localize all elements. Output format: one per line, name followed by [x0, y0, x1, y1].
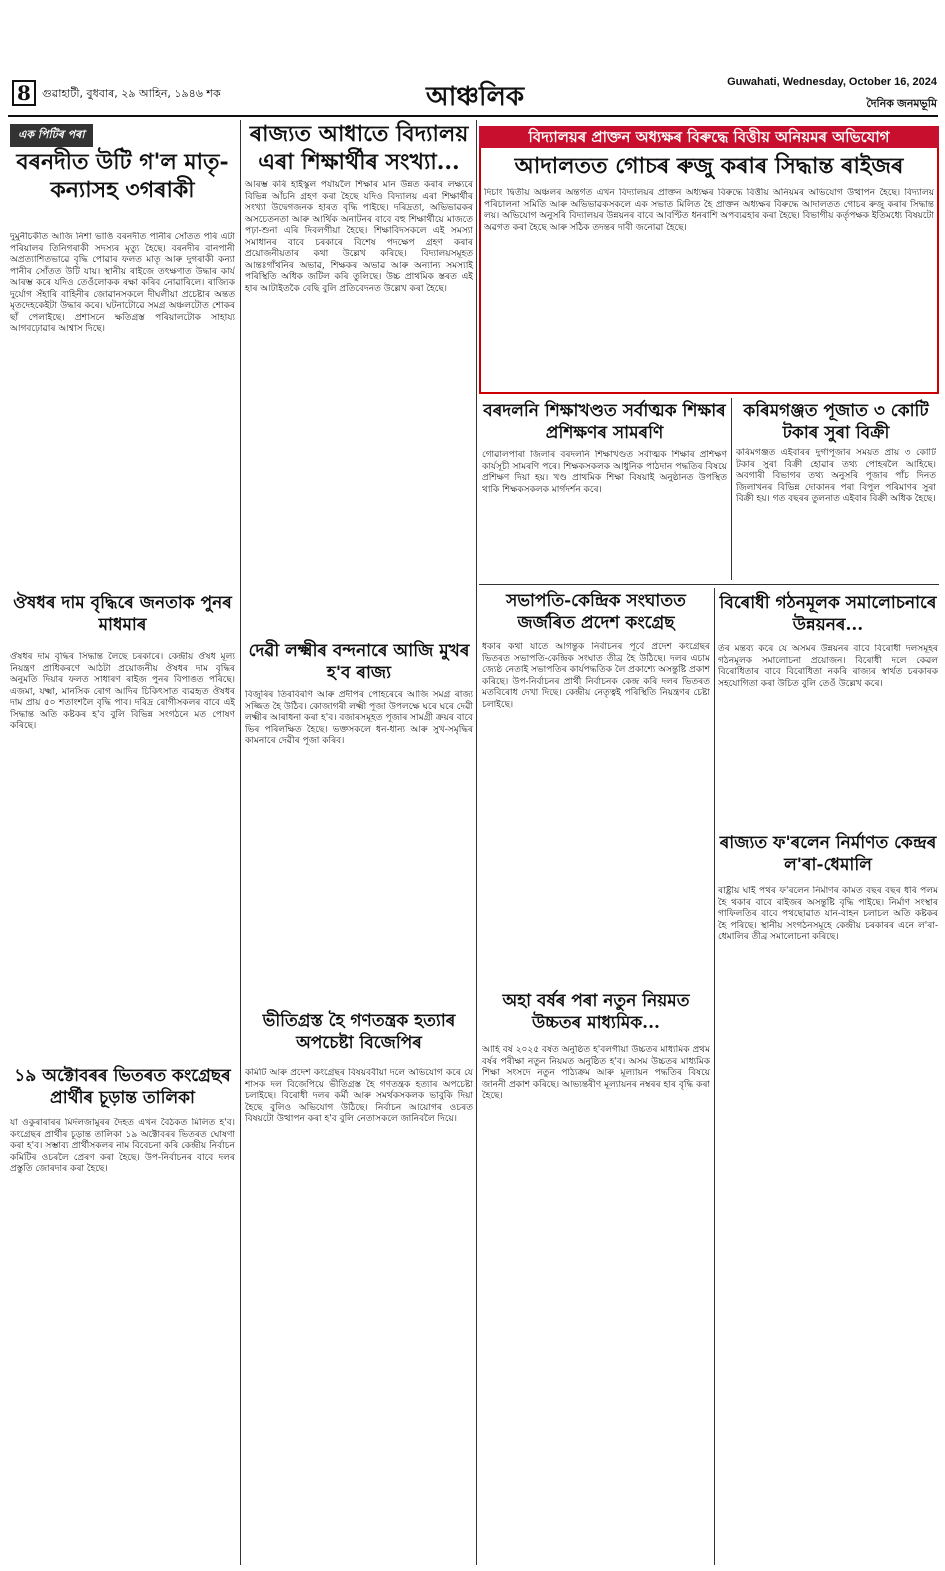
header-rule	[8, 115, 938, 117]
article-dropout: আৰম্ভ কৰি হাইস্কুল পৰ্যায়লৈ শিক্ষাৰ মান উন্নত কৰাৰ লক্ষ্যৰে বিভিন্ন আঁচনি গ্ৰহণ কৰা হৈছে যদিও বিদ্যালয় এৰা শিক্ষাৰ্থীৰ সংখ্যা উদ্বেগজনক হাৰত বৃদ্ধি পাইছে। দৰিদ্ৰতা, অভিভাৱকৰ অসচেতনতা আৰু আৰ্থিক অনাটনৰ বাবে বহু শিক্ষাৰ্থীয়ে মাজতে পঢ়া-শুনা এৰি দিবলগীয়া হৈছে। শিক্ষাবিদসকলে এই সমস্যা সমাধানৰ বাবে চৰকাৰে বিশেষ পদক্ষেপ গ্ৰহণ কৰাৰ প্ৰয়োজনীয়তাৰ কথা উল্লেখ কৰিছে। বিদ্যালয়সমূহত আন্তঃগাঁথনিৰ অভাৱ, শিক্ষকৰ অভাৱ আৰু অন্যান্য সমস্যাই পৰিস্থিতি অধিক জটিল কৰি তুলিছে। উচ্চ প্ৰাথমিক স্তৰত এই হাৰ আটাইতকৈ বেছি বুলি প্ৰতিবেদনত উল্লেখ কৰা হৈছে।	[245, 180, 473, 294]
article-fourlane: ৰাষ্ট্ৰীয় ঘাই পথৰ ফ'ৰলেন নিৰ্মাণৰ কামত বছৰ বছৰ ধৰি পলম হৈ থকাৰ বাবে ৰাইজৰ অসন্তুষ্টি বৃদ্ধি পাইছে। নিৰ্মাণ সংস্থাৰ গাফিলতিৰ বাবে পথছোৱাত যান-বাহন চলাচল অতি কষ্টকৰ হৈ পৰিছে। স্থানীয় সংগঠনসমূহে কেন্দ্ৰীয় চৰকাৰৰ এনে ল'ৰা-ধেমালিৰ তীব্ৰ সমালোচনা কৰিছে।	[718, 886, 938, 942]
article-bjp: কমিটি আৰু প্ৰদেশ কংগ্ৰেছৰ বিষয়ববীয়া দলে অভিযোগ কৰে যে শাসক দল বিজেপিয়ে ভীতিগ্ৰস্ত হৈ গণতন্ত্ৰক হত্যাৰ অপচেষ্টা চলাইছে। বিৰোধী দলৰ কৰ্মী আৰু সমৰ্থকসকলক ভাবুকি দিয়া হৈছে বুলিও অভিযোগ উঠিছে। নিৰ্বাচন আয়োগৰ ওচৰত বিষয়টো উত্থাপন কৰা হ'ব বুলি নেতাসকলে জানিবলৈ দিয়ে।	[245, 1068, 473, 1124]
article-medicine: ঔষধৰ দাম বৃদ্ধিৰ সিদ্ধান্ত লৈছে চৰকাৰে। কেন্দ্ৰীয় ঔষধ মূল্য নিয়ন্ত্ৰণ প্ৰাধিকৰণে আঠটা প্ৰয়োজনীয় ঔষধৰ দাম বৃদ্ধিৰ অনুমতি দিয়াৰ ফলত সাধাৰণ ৰাইজ পুনৰ বিপাঙত পৰিছে। এজমা, যক্ষ্মা, মানসিক ৰোগ আদিৰ চিকিৎসাত ব্যৱহৃত ঔষধৰ দাম প্ৰায় ৫০ শতাংশলৈ বৃদ্ধি পাব। দৰিদ্ৰ ৰোগীসকলৰ বাবে এই সিদ্ধান্ত অতি কষ্টকৰ হ'ব বুলি বিভিন্ন সংগঠনে মত পোষণ কৰিছে।	[10, 652, 235, 731]
article-court: দিচাং দ্বিতীয় অঞ্চলৰ অন্তৰ্গত এখন বিদ্যালয়ৰ প্ৰাক্তন অধ্যক্ষৰ বিৰুদ্ধে বিত্তীয় অনিয়মৰ অভিযোগ উত্থাপন হৈছে। বিদ্যালয় পৰিচালনা সমিতি আৰু অভিভাৱকসকলে এক সভাত মিলিত হৈ প্ৰাক্তন অধ্যক্ষৰ বিৰুদ্ধে আদালতত গোচৰ ৰুজু কৰাৰ সিদ্ধান্ত লয়। অভিযোগ অনুসৰি বিদ্যালয়ৰ উন্নয়নৰ বাবে আবণ্টিত ধনৰাশি অপব্যৱহাৰ কৰা হৈছে। বিভাগীয় কৰ্তৃপক্ষক ইতিমধ্যে বিষয়টো অৱগত কৰা হৈছে আৰু সঠিক তদন্তৰ দাবী জনোৱা হৈছে।	[484, 188, 934, 233]
english-date: Guwahati, Wednesday, October 16, 2024	[727, 76, 937, 88]
banner-headline: বিদ্যালয়ৰ প্ৰাক্তন অধ্যক্ষৰ বিৰুদ্ধে বিত্তীয় অনিয়মৰ অভিযোগ	[479, 126, 939, 148]
headline-congress-list: ১৯ অক্টোবৰৰ ভিতৰত কংগ্ৰেছৰ প্ৰাৰ্থীৰ চূড়ান্ত তালিকা	[14, 1066, 231, 1108]
page-number: 8	[12, 80, 36, 106]
article-flood: দুমুনীচকীত আজি নিশা ভাঙি বৰনদীত পানীৰ সোঁতত পৰি এটা পৰিয়ালৰ তিনিগৰাকী সদস্যৰ মৃত্যু হৈছে। বৰনদীৰ বানপানী অপ্ৰত্যাশিতভাৱে বৃদ্ধি পোৱাৰ ফলত মাতৃ আৰু দুগৰাকী কন্যা পানীৰ সোঁতত উটি যায়। স্থানীয় ৰাইজে তৎক্ষণাত উদ্ধাৰ কাৰ্য আৰম্ভ কৰে যদিও তেওঁলোকক ৰক্ষা কৰিব নোৱাৰিলে। ৰাজ্যিক দুৰ্যোগ সঁহাৰি বাহিনীৰ জোৱানসকলে দীঘলীয়া প্ৰচেষ্টাৰ অন্তত মৃতদেহকেইটা উদ্ধাৰ কৰে। ঘটনাটোৱে সমগ্ৰ অঞ্চলটোত শোকৰ ছাঁ পেলাইছে। প্ৰশাসনে ক্ষতিগ্ৰস্ত পৰিয়ালটোক সাহায্য আগবঢ়োৱাৰ আশ্বাস দিছে।	[10, 232, 235, 334]
headline-dropout: ৰাজ্যত আধাতে বিদ্যালয় এৰা শিক্ষাৰ্থীৰ সংখ্যা...	[249, 121, 469, 175]
headline-hs-exam: অহা বৰ্ষৰ পৰা নতুন নিয়মত উচ্চতৰ মাধ্যমিক...	[502, 991, 690, 1033]
local-date: গুৱাহাটী, বুধবাৰ, ২৯ আহিন, ১৯৪৬ শক	[42, 87, 221, 100]
headline-training: বৰদলনি শিক্ষাখণ্ডত সৰ্বাত্মক শিক্ষাৰ প্ৰশিক্ষণৰ সামৰণি	[483, 401, 726, 443]
article-opposition: ৰ্তৰ মন্তব্য কৰে যে অসমৰ উন্নয়নৰ বাবে বিৰোধী দলসমূহৰ গঠনমূলক সমালোচনা প্ৰয়োজন। বিৰোধী দলে কেৱল বিৰোধিতাৰ বাবে বিৰোধিতা নকৰি ৰাজ্যৰ স্বাৰ্থত চৰকাৰক সহযোগিতা কৰা উচিত বুলি তেওঁ উল্লেখ কৰে।	[718, 644, 938, 689]
headline-court: আদালতত গোচৰ ৰুজু কৰাৰ সিদ্ধান্ত ৰাইজৰ	[514, 153, 904, 179]
headline-pcc: সভাপতি-কেন্দ্ৰিক সংঘাতত জৰ্জৰিত প্ৰদেশ কংগ্ৰেছ	[506, 591, 686, 633]
section-rule	[479, 584, 939, 585]
article-lakshmi: বিজুৰিৰ তিৰবিৰণি আৰু প্ৰদীপৰ পোহৰেৰে আজি সমগ্ৰ ৰাজ্য সজ্জিত হৈ উঠিব। কোজাগৰী লক্ষ্মী পূজা উপলক্ষে ঘৰে ঘৰে দেৱী লক্ষ্মীৰ আৰাধনা কৰা হ'ব। বজাৰসমূহত পূজাৰ সামগ্ৰী ক্ৰয়ৰ বাবে ভিৰ পৰিলক্ষিত হৈছে। ভক্তসকলে ধন-ধান্য আৰু সুখ-সমৃদ্ধিৰ কামনাৰে দেৱীৰ পূজা কৰিব।	[245, 690, 473, 746]
headline-lakshmi: দেৱী লক্ষ্মীৰ বন্দনাৰে আজি মুখৰ হ'ব ৰাজ্য	[248, 641, 470, 683]
section-logo: আঞ্চলিক	[425, 82, 525, 112]
continued-tag: এক পিটিৰ পৰা	[10, 124, 93, 147]
article-training: গোৱালপাৰা জিলাৰ বৰদলনি শিক্ষাখণ্ডত সৰ্বাত্মক শিক্ষাৰ প্ৰশিক্ষণ কাৰ্যসূচী সামৰণি পৰে। শিক্ষকসকলক আধুনিক পাঠদান পদ্ধতিৰ বিষয়ে প্ৰশিক্ষণ দিয়া হয়। খণ্ড প্ৰাথমিক শিক্ষা বিষয়াই অনুষ্ঠানত উপস্থিত থাকি শিক্ষকসকলক মাৰ্গদৰ্শন কৰে।	[482, 450, 727, 495]
headline-flood: বৰনদীত উটি গ'ল মাতৃ-কন্যাসহ ৩গৰাকী	[16, 149, 229, 203]
article-liquor: কৰিমগঞ্জত এইবাৰৰ দুৰ্গাপূজাৰ সময়ত প্ৰায় ৩ কোটি টকাৰ সুৰা বিক্ৰী হোৱাৰ তথ্য পোহৰলৈ আহিছে। অবগাৰী বিভাগৰ তথ্য অনুসৰি পূজাৰ পাঁচ দিনত জিলাখনৰ বিভিন্ন দোকানৰ পৰা বিপুল পৰিমাণৰ সুৰা বিক্ৰী হয়। গত বছৰৰ তুলনাত এইবাৰ বিক্ৰী অধিক হৈছে।	[736, 448, 936, 504]
headline-liquor: কৰিমগঞ্জত পূজাত ৩ কোটি টকাৰ সুৰা বিক্ৰী	[743, 401, 929, 443]
paper-name: দৈনিক জনমভূমি	[866, 98, 937, 110]
col-divider	[731, 398, 732, 580]
col-divider	[240, 120, 241, 1565]
col-divider	[714, 588, 715, 1565]
article-pcc: ধকাৰ কথা যাতে আগন্তুক নিৰ্বাচনৰ পূৰ্বে প্ৰদেশ কংগ্ৰেছৰ ভিতৰত সভাপতি-কেন্দ্ৰিক সংঘাত তীব্ৰ হৈ উঠিছে। দলৰ এচাম জ্যেষ্ঠ নেতাই সভাপতিৰ কাৰ্যপদ্ধতিক লৈ প্ৰকাশ্যে অসন্তুষ্টি প্ৰকাশ কৰিছে। উপ-নিৰ্বাচনৰ প্ৰাৰ্থী নিৰ্বাচনক কেন্দ্ৰ কৰি দলৰ ভিতৰত মতবিৰোধ দেখা দিছে। কেন্দ্ৰীয় নেতৃত্বই পৰিস্থিতি নিয়ন্ত্ৰণৰ চেষ্টা চলাইছে।	[482, 642, 710, 710]
article-hs-exam: আহি বৰ্ষ ২০২৫ বৰ্ষত অনুষ্ঠিত হ'বলগীয়া উচ্চতৰ মাধ্যমিক প্ৰথম বৰ্ষৰ পৰীক্ষা নতুন নিয়মত অনুষ্ঠিত হ'ব। অসম উচ্চতৰ মাধ্যমিক শিক্ষা সংসদে নতুন পাঠ্যক্ৰম আৰু মূল্যায়ন পদ্ধতিৰ বিষয়ে জাননী প্ৰকাশ কৰিছে। আভ্যন্তৰীণ মূল্যায়নৰ নম্বৰৰ হাৰ বৃদ্ধি কৰা হৈছে।	[482, 1045, 710, 1101]
col-divider	[476, 120, 477, 1565]
headline-fourlane: ৰাজ্যত ফ'ৰলেন নিৰ্মাণত কেন্দ্ৰৰ ল'ৰা-ধেমালি	[719, 833, 937, 875]
headline-opposition: বিৰোধী গঠনমূলক সমালোচনাৰে উন্নয়নৰ...	[719, 593, 937, 635]
headline-medicine: ঔষধৰ দাম বৃদ্ধিৰে জনতাক পুনৰ মাধমাৰ	[13, 593, 232, 635]
article-congress-list: যা ওকুৰাৰাৰৰ মিৰ্দলজামুৰৰ দৈহত এখন বৈঠকত মিলিত হ'ব। কংগ্ৰেছৰ প্ৰাৰ্থীৰ চূড়ান্ত তালিকা ১৯ অক্টোবৰৰ ভিতৰত ঘোষণা কৰা হ'ব। সম্ভাব্য প্ৰাৰ্থীসকলৰ নাম বিবেচনা কৰি কেন্দ্ৰীয় নিৰ্বাচন কমিটিৰ ওচৰলৈ প্ৰেৰণ কৰা হৈছে। উপ-নিৰ্বাচনৰ বাবে দলৰ প্ৰস্তুতি জোৰদাৰ কৰা হৈছে।	[10, 1118, 235, 1174]
headline-bjp: ভীতিগ্ৰস্ত হৈ গণতন্ত্ৰক হত্যাৰ অপচেষ্টা বিজেপিৰ	[262, 1011, 456, 1053]
